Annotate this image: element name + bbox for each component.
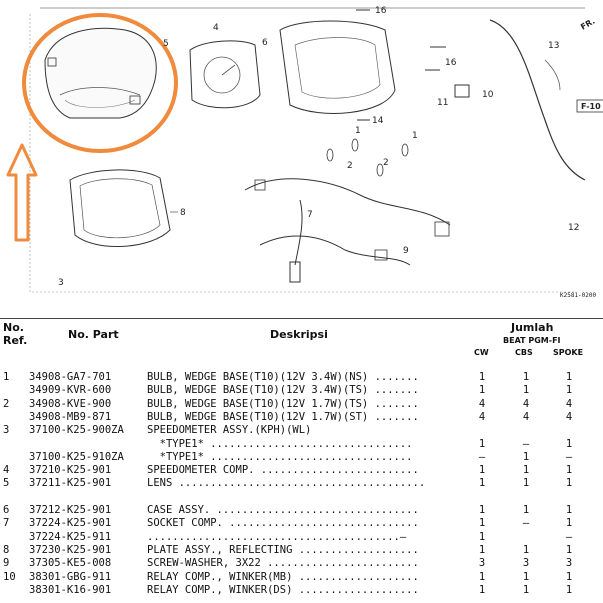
part-number-cell: 34909-KVR-600 (29, 384, 112, 397)
qty-cw-cell: 1 (478, 437, 486, 450)
part-number-cell: 37230-K25-901 (29, 543, 112, 556)
callout-8: 8 (180, 208, 186, 218)
table-row (0, 384, 603, 397)
callout-6: 6 (262, 38, 268, 48)
qty-cbs-cell: – (522, 517, 530, 530)
qty-cw-cell: – (478, 450, 486, 463)
callout-4: 4 (213, 23, 219, 33)
description-cell: SOCKET COMP. .............................. (147, 517, 419, 530)
qty-spoke-cell: – (565, 530, 573, 543)
qty-spoke-cell: 4 (565, 410, 573, 423)
qty-cw-cell: 1 (478, 570, 486, 583)
ref-cell: 5 (3, 477, 10, 490)
description-cell: SPEEDOMETER COMP. ......................... (147, 464, 419, 477)
qty-cbs-cell: 1 (522, 464, 530, 477)
part-number-cell: 37305-KE5-008 (29, 557, 112, 570)
qty-cw-cell: 4 (478, 410, 486, 423)
qty-cbs-cell: – (522, 437, 530, 450)
table-row (0, 411, 603, 424)
ref-cell: 6 (3, 504, 10, 516)
qty-cbs-cell: 1 (522, 583, 530, 596)
qty-cbs-cell: 1 (522, 543, 530, 556)
table-row (0, 371, 603, 384)
table-row (0, 451, 603, 464)
table-row (0, 424, 603, 437)
qty-cw-cell: 1 (478, 543, 486, 556)
callout-16b: 16 (445, 58, 457, 68)
parts-table (0, 318, 603, 603)
description-cell: RELAY COMP., WINKER(DS) ................... (147, 583, 419, 596)
qty-cw-cell: 1 (478, 583, 486, 596)
callout-2a: 2 (383, 158, 389, 168)
callout-5: 5 (163, 39, 169, 49)
qty-cw-cell: 1 (478, 384, 486, 397)
table-row (0, 491, 603, 504)
cable-part-13 (490, 20, 585, 180)
ref-cell: 9 (3, 557, 10, 570)
qty-spoke-cell: 1 (565, 570, 573, 583)
qty-cbs-cell: 1 (522, 371, 530, 383)
description-cell: LENS ....................................... (147, 477, 426, 490)
description-cell: SCREW-WASHER, 3X22 ........................ (147, 557, 419, 570)
ref-cell: 10 (3, 570, 16, 583)
callout-3: 3 (58, 278, 64, 288)
callout-1b: 1 (412, 131, 418, 141)
relay-part-10 (455, 85, 469, 97)
callout-9: 9 (403, 246, 409, 256)
qty-spoke-cell: 4 (565, 397, 573, 410)
part-number-cell: 37224-K25-901 (29, 517, 112, 530)
description-cell: RELAY COMP., WINKER(MB) ................... (147, 570, 419, 583)
description-cell: *TYPE1* ................................ (147, 437, 413, 450)
table-row (0, 438, 603, 451)
callout-2b: 2 (347, 161, 353, 171)
qty-cbs-cell: 4 (522, 410, 530, 423)
qty-cbs-cell: 4 (522, 397, 530, 410)
table-row (0, 584, 603, 597)
qty-cbs-cell: 1 (522, 450, 530, 463)
qty-spoke-cell: – (565, 450, 573, 463)
qty-cbs-cell: 1 (522, 477, 530, 490)
qty-cw-cell: 1 (478, 530, 486, 543)
speedometer-part-4 (190, 41, 260, 108)
header-deskripsi: Deskripsi (270, 328, 328, 341)
callout-14: 14 (372, 116, 384, 126)
qty-cbs-cell: 1 (522, 570, 530, 583)
ref-cell: 8 (3, 543, 10, 556)
header-no-ref: No. Ref. (3, 321, 28, 347)
description-cell: BULB, WEDGE BASE(T10)(12V 3.4W)(TS) ....... (147, 384, 419, 397)
header-cw: CW (474, 348, 489, 357)
ref-cell: 7 (3, 517, 10, 530)
part-number-cell: 34908-KVE-900 (29, 397, 112, 410)
table-row (0, 477, 603, 490)
qty-cw-cell: 1 (478, 477, 486, 490)
part-number-cell: 38301-GBG-911 (29, 570, 112, 583)
qty-cbs-cell: 1 (522, 504, 530, 516)
table-row (0, 571, 603, 584)
ref-cell: 1 (3, 371, 10, 383)
qty-cbs-cell: 1 (522, 384, 530, 397)
callout-11: 11 (437, 98, 449, 108)
qty-spoke-cell: 1 (565, 504, 573, 516)
description-cell: *TYPE1* ................................ (147, 450, 413, 463)
part-number-cell: 37210-K25-901 (29, 464, 112, 477)
table-row (0, 517, 603, 530)
callout-13: 13 (548, 41, 560, 51)
screw-parts (356, 10, 449, 120)
table-row (0, 504, 603, 517)
description-cell: ........................................– (147, 530, 407, 543)
callout-1a: 1 (355, 126, 361, 136)
qty-spoke-cell: 1 (565, 517, 573, 530)
description-cell: BULB, WEDGE BASE(T10)(12V 3.4W)(NS) ....... (147, 371, 419, 383)
case-part-6 (280, 21, 395, 113)
part-number-cell: 34908-GA7-701 (29, 371, 112, 383)
table-row (0, 544, 603, 557)
description-cell: SPEEDOMETER ASSY.(KPH)(WL) (147, 424, 312, 437)
table-row (0, 531, 603, 544)
qty-cw-cell: 1 (478, 371, 486, 383)
part-number-cell: 37100-K25-900ZA (29, 424, 124, 437)
description-cell: BULB, WEDGE BASE(T10)(12V 1.7W)(ST) ....... (147, 410, 419, 423)
part-number-cell: 38301-K16-901 (29, 583, 112, 596)
header-cbs: CBS (515, 348, 533, 357)
header-model: BEAT PGM-FI (503, 336, 561, 345)
lens-part-5 (45, 28, 156, 118)
qty-cw-cell: 1 (478, 504, 486, 516)
description-cell: CASE ASSY. ................................ (147, 504, 419, 516)
qty-spoke-cell: 1 (565, 437, 573, 450)
callout-16: 16 (375, 6, 387, 16)
qty-cw-cell: 1 (478, 517, 486, 530)
qty-cw-cell: 1 (478, 464, 486, 477)
part-number-cell: 37212-K25-901 (29, 504, 112, 516)
wire-harness-part-7 (245, 179, 450, 282)
header-jumlah: Jumlah (511, 321, 554, 334)
bulb-parts (327, 139, 408, 176)
qty-cbs-cell: 3 (522, 557, 530, 570)
qty-cw-cell: 4 (478, 397, 486, 410)
table-row (0, 464, 603, 477)
callout-10: 10 (482, 90, 494, 100)
qty-spoke-cell: 1 (565, 371, 573, 383)
ref-cell: 4 (3, 464, 10, 477)
qty-spoke-cell: 1 (565, 464, 573, 477)
qty-cw-cell: 3 (478, 557, 486, 570)
callout-7: 7 (307, 210, 313, 220)
part-number-cell: 37211-K25-901 (29, 477, 112, 490)
ref-cell: 2 (3, 397, 10, 410)
qty-spoke-cell: 3 (565, 557, 573, 570)
description-cell: BULB, WEDGE BASE(T10)(12V 1.7W)(TS) ....... (147, 397, 419, 410)
header-no-part: No. Part (68, 328, 119, 341)
ref-cell: 3 (3, 424, 10, 437)
qty-spoke-cell: 1 (565, 543, 573, 556)
front-direction-label: FR. (579, 16, 597, 32)
qty-spoke-cell: 1 (565, 384, 573, 397)
plate-part-8 (70, 170, 170, 247)
table-row (0, 557, 603, 570)
qty-spoke-cell: 1 (565, 477, 573, 490)
part-number-cell: 34908-MB9-871 (29, 410, 112, 423)
f10-label: F-10 (581, 102, 601, 111)
callout-12: 12 (568, 223, 580, 233)
header-spoke: SPOKE (553, 348, 584, 357)
part-number-cell: 37224-K25-911 (29, 530, 112, 543)
part-number-cell: 37100-K25-910ZA (29, 450, 124, 463)
diagram-code: K2581-0200 (560, 292, 597, 299)
description-cell: PLATE ASSY., REFLECTING ................... (147, 543, 419, 556)
highlight-arrow (8, 145, 36, 240)
qty-spoke-cell: 1 (565, 583, 573, 596)
table-row (0, 398, 603, 411)
